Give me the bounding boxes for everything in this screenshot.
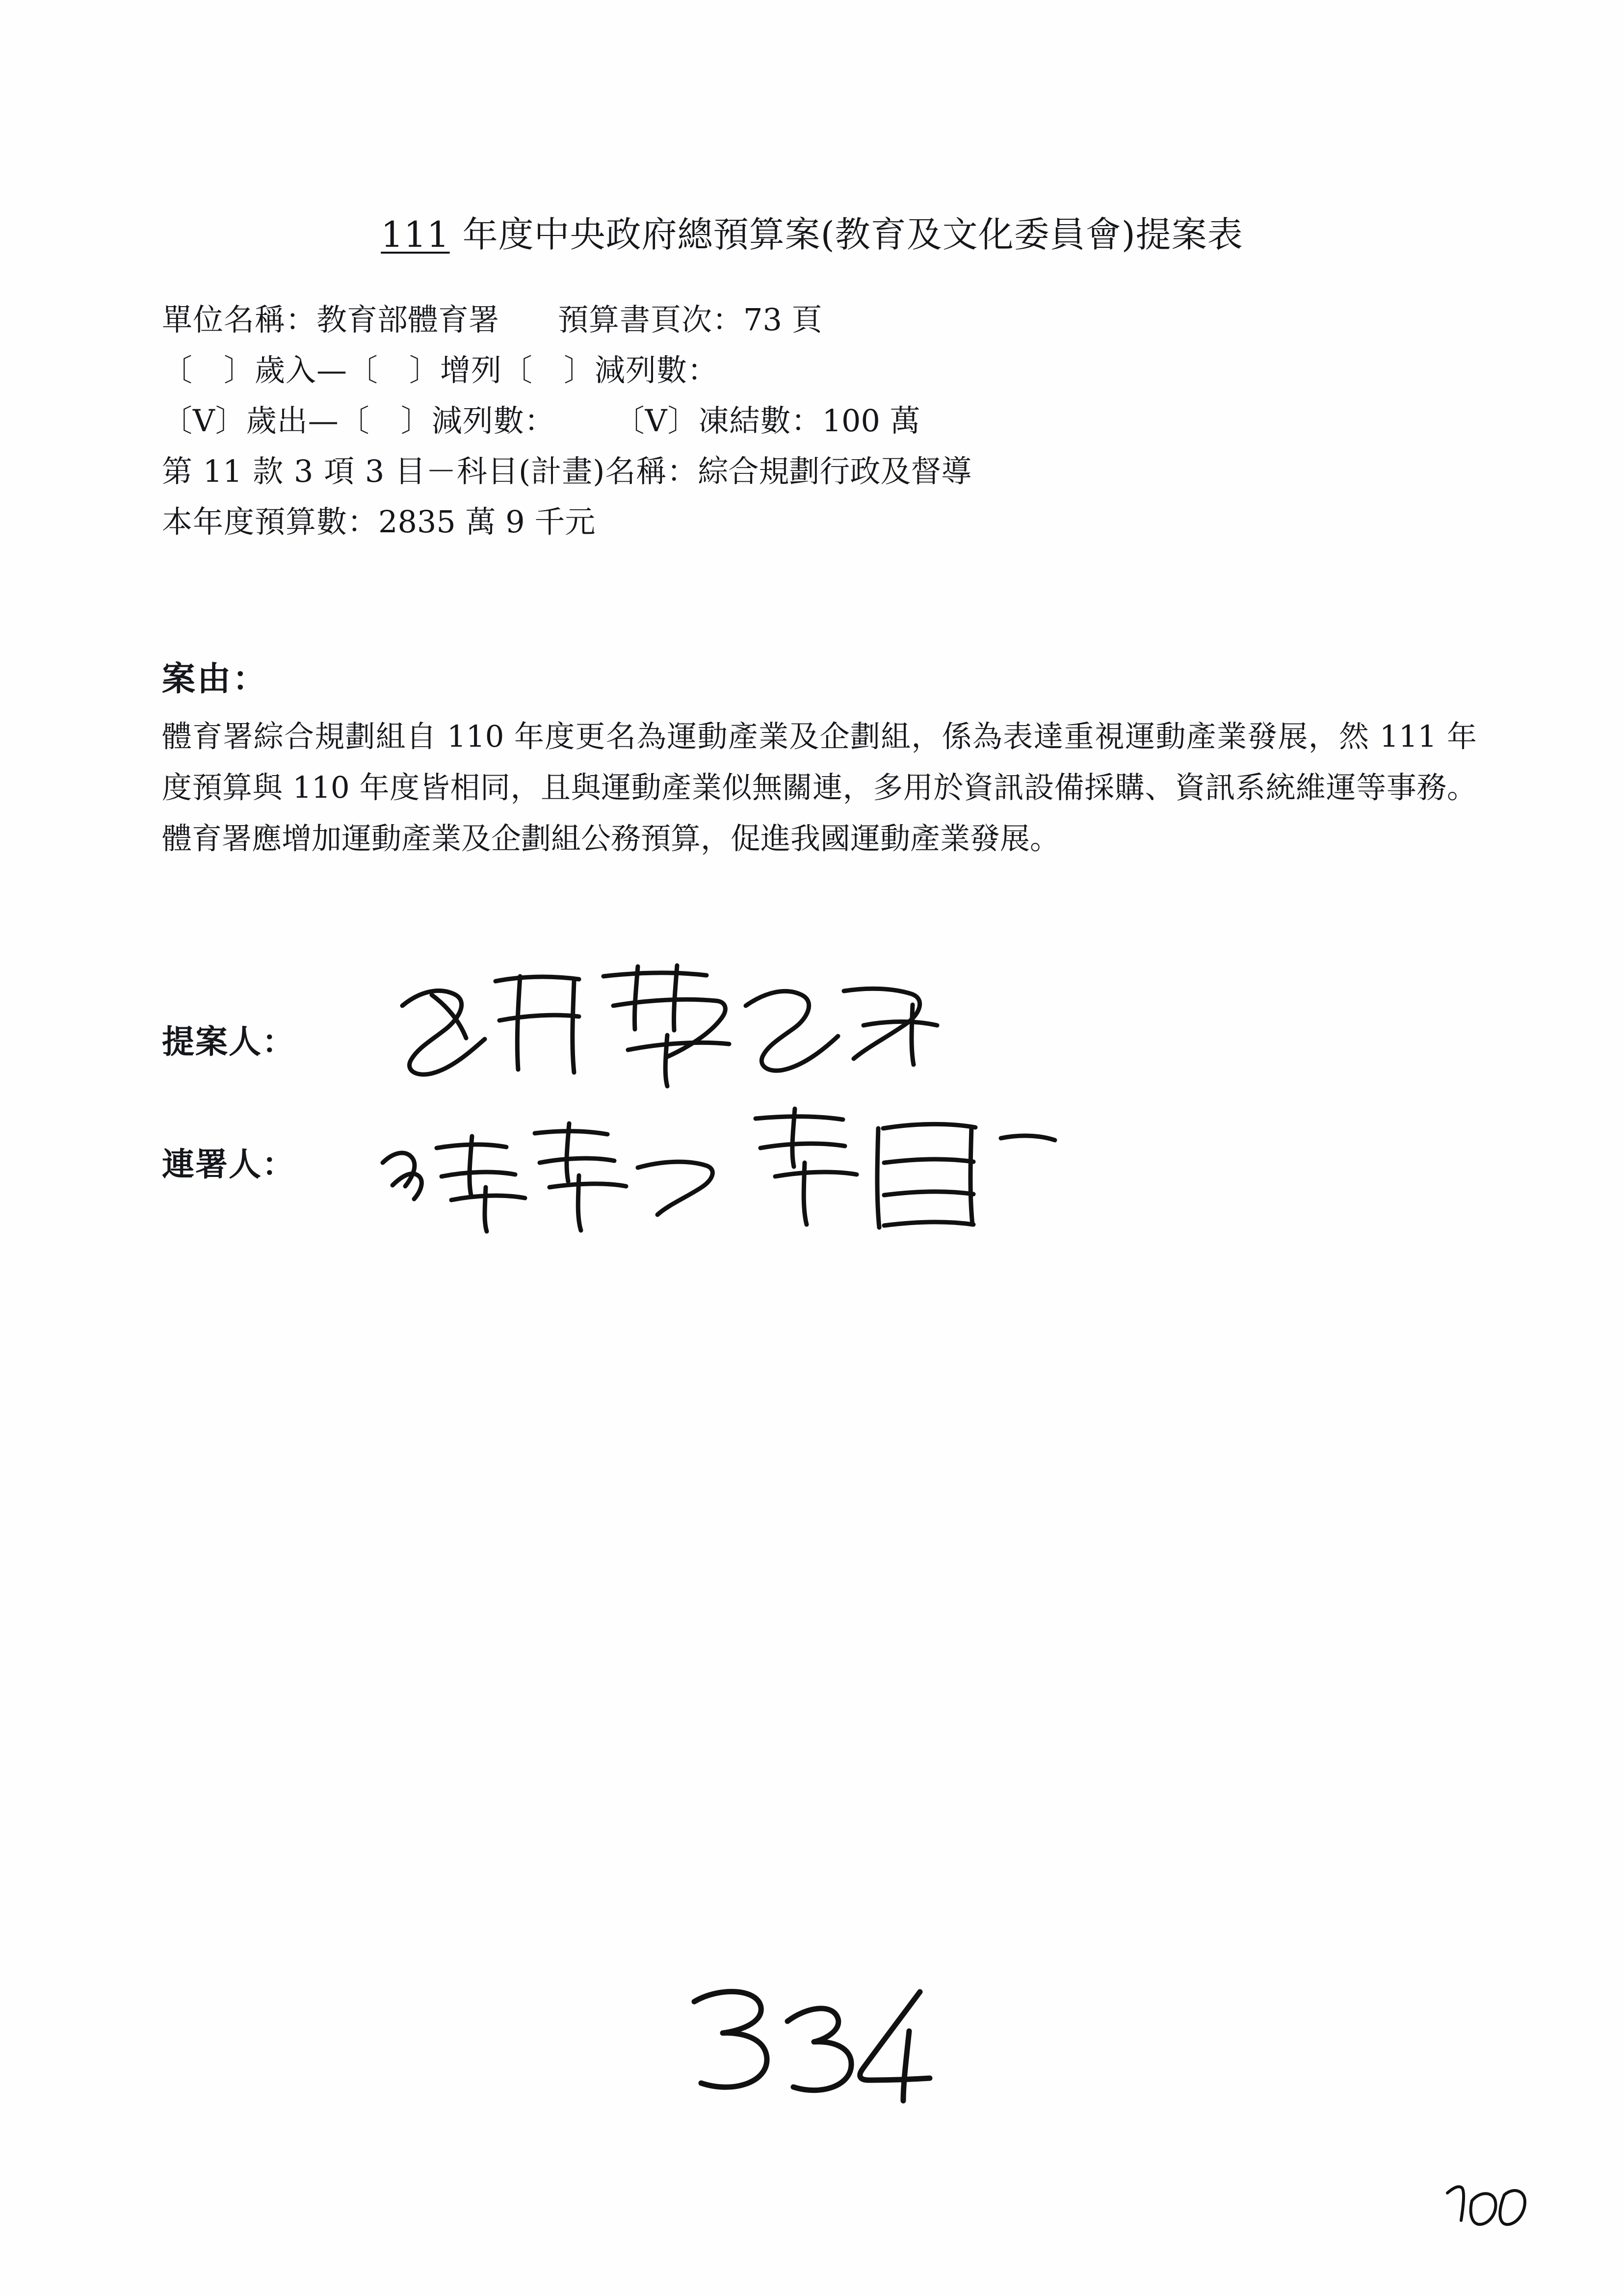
expenditure-label: 〔V〕歲出—〔 〕減列數： [162, 403, 555, 439]
page-title [0, 206, 1624, 257]
year-budget-value: 2835 萬 9 千元 [378, 504, 596, 540]
cosigner-signature-ink [363, 1089, 1099, 1246]
budget-page-label: 預算書頁次： [558, 302, 744, 338]
unit-label: 單位名稱： [162, 302, 317, 338]
unit-row [162, 294, 1487, 345]
item-label: 第 11 款 3 項 3 目－科目(計畫)名稱： [162, 453, 698, 489]
header-fields [162, 294, 1487, 547]
stamp-number [1438, 2173, 1531, 2237]
freeze-label: 〔V〕凍結數： [614, 403, 822, 439]
year-budget-row [162, 496, 1487, 547]
revenue-row [162, 345, 1487, 395]
year-budget-label: 本年度預算數： [162, 504, 379, 540]
item-row [162, 446, 1487, 496]
proposer-signature-ink [373, 947, 1011, 1104]
unit-value: 教育部體育署 [316, 302, 499, 338]
budget-page-value: 73 頁 [743, 302, 822, 338]
proposer-label: 提案人： [162, 1022, 295, 1061]
freeze-value: 100 萬 [822, 403, 920, 439]
revenue-line: 〔 〕歲入—〔 〕增列〔 〕減列數： [162, 352, 719, 388]
item-value: 綜合規劃行政及督導 [698, 453, 972, 489]
reason-heading: 案由： [162, 659, 268, 699]
page-number [0, 1972, 1624, 2110]
page-title-year: 111 [381, 214, 450, 255]
expenditure-row [162, 395, 1487, 446]
reason-body: 體育署綜合規劃組自 110 年度更名為運動產業及企劃組，係為表達重視運動產業發展，然 111 年度預算與 110 年度皆相同，且與運動產業似無關連，多用於資訊設備採購、資訊系統維運等事務。體育署應增加運動產業及企劃組公務預算，促進我國運動產業發展。 [162, 719, 1477, 856]
page-title-text: 年度中央政府總預算案(教育及文化委員會)提案表 [462, 214, 1243, 255]
cosigner-label: 連署人： [162, 1145, 295, 1183]
